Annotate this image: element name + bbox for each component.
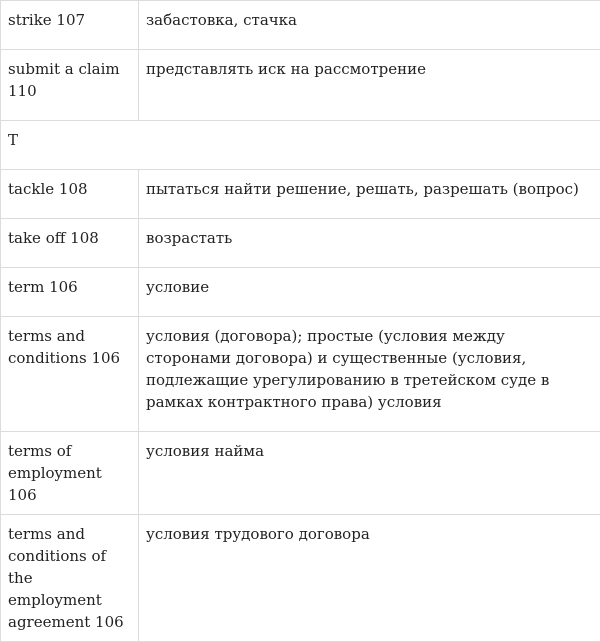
term-cell: terms and conditions 106 — [1, 317, 139, 432]
table-row — [1, 515, 600, 642]
term-cell: terms and conditions of the employment agreement 106 — [1, 515, 139, 642]
table-row — [1, 50, 600, 121]
term-cell: terms of employment 106 — [1, 432, 139, 515]
definition-cell: условия трудового договора — [139, 515, 600, 642]
section-letter-row — [1, 121, 600, 170]
table-row — [1, 1, 600, 50]
definition-cell: условия найма — [139, 432, 600, 515]
term-cell: term 106 — [1, 268, 139, 317]
table-row — [1, 170, 600, 219]
table-row — [1, 432, 600, 515]
definition-cell: условия (договора); простые (условия между сторонами договора) и существенные (условия, подлежащие урегулированию в третейском суде в рамках контрактного права) условия — [139, 317, 600, 432]
table-row — [1, 268, 600, 317]
term-cell: take off 108 — [1, 219, 139, 268]
term-cell: tackle 108 — [1, 170, 139, 219]
term-cell: strike 107 — [1, 1, 139, 50]
term-cell: submit a claim 110 — [1, 50, 139, 121]
section-letter: T — [1, 121, 600, 170]
definition-cell: условие — [139, 268, 600, 317]
definition-cell: возрастать — [139, 219, 600, 268]
definition-cell: забастовка, стачка — [139, 1, 600, 50]
table-row — [1, 219, 600, 268]
table-row — [1, 317, 600, 432]
definition-cell: пытаться найти решение, решать, разрешать (вопрос) — [139, 170, 600, 219]
definition-cell: представлять иск на рассмотрение — [139, 50, 600, 121]
